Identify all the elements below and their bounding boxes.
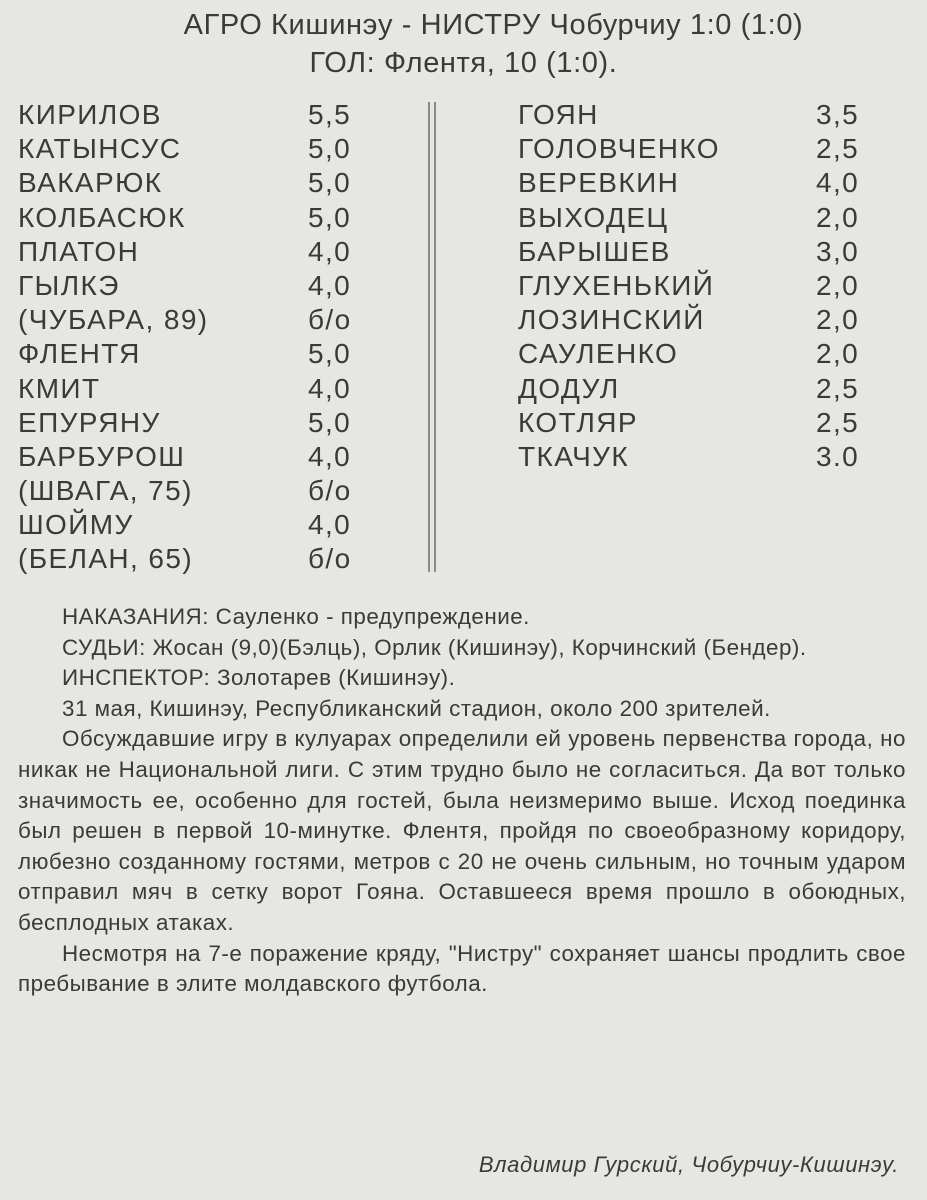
player-rating: 2,5	[816, 372, 860, 404]
player-row	[518, 440, 918, 474]
player-rating: 4,0	[308, 440, 352, 472]
player-name: КОТЛЯР	[518, 406, 638, 438]
player-name: КИРИЛОВ	[18, 99, 162, 130]
player-rating: 5,0	[308, 338, 352, 370]
player-row	[18, 508, 418, 542]
player-name: ГОЯН	[518, 99, 599, 130]
player-name: ТКАЧУК	[518, 440, 630, 472]
report-conclusion-paragraph: Несмотря на 7-е поражение кряду, "Нистру" сохраняет шансы продлить свое пребывание в элите молдавского футбола.	[18, 940, 906, 997]
player-row	[518, 98, 918, 132]
column-divider	[428, 102, 430, 572]
player-row	[518, 406, 918, 440]
player-rating: 4,0	[308, 269, 352, 301]
match-report	[18, 602, 906, 1000]
player-rating: 3,5	[816, 99, 860, 130]
player-rating: б/о	[308, 475, 352, 507]
report-body-paragraph: Обсуждавшие игру в кулуарах определили ей уровень первенства города, но никак не Национальной лиги. С этим трудно было не согласиться. Да вот только значимость ее, особенно для гостей, была неизмеримо выше. Исход поединка был решен в первой 10-минутке. Флентя, пройдя по своеобразному коридору, любезно созданному гостями, метров с 20 не очень сильным, но точным ударом отправил мяч в сетку ворот Гояна. Оставшееся время прошло в обоюдных, бесплодных атаках.	[18, 726, 906, 935]
away-team-roster	[518, 98, 918, 474]
player-row	[518, 337, 918, 371]
player-rating: б/о	[308, 304, 352, 336]
player-row	[18, 98, 418, 132]
player-row	[18, 542, 418, 576]
player-rating: 5,5	[308, 99, 352, 130]
referees-paragraph: СУДЬИ: Жосан (9,0)(Бэлць), Орлик (Кишинэу), Корчинский (Бендер).	[62, 634, 807, 660]
venue-paragraph: 31 мая, Кишинэу, Республиканский стадион, около 200 зрителей.	[62, 695, 771, 721]
player-rating: 5,0	[308, 167, 352, 199]
player-row	[518, 235, 918, 269]
player-rating: 2,0	[816, 304, 860, 336]
player-name: КМИТ	[18, 372, 101, 404]
player-name: (ЧУБАРА, 89)	[18, 304, 209, 336]
player-rating: 5,0	[308, 406, 352, 438]
player-rating: 2,0	[816, 338, 860, 370]
player-name: ЛОЗИНСКИЙ	[518, 304, 705, 336]
player-name: (БЕЛАН, 65)	[18, 543, 194, 575]
player-name: ЕПУРЯНУ	[18, 406, 161, 438]
inspector-paragraph: ИНСПЕКТОР: Золотарев (Кишинэу).	[62, 665, 456, 691]
player-rating: 5,0	[308, 133, 352, 165]
match-header	[0, 6, 927, 82]
player-name: КАТЫНСУС	[18, 133, 182, 165]
player-rating: 2,0	[816, 269, 860, 301]
player-row	[18, 406, 418, 440]
player-row	[18, 303, 418, 337]
goal-line: ГОЛ: Флентя, 10 (1:0).	[309, 47, 618, 79]
player-row	[518, 166, 918, 200]
player-rating: 3.0	[816, 440, 860, 472]
player-row	[518, 269, 918, 303]
player-row	[518, 201, 918, 235]
player-rating: 4,0	[816, 167, 860, 199]
player-row	[18, 269, 418, 303]
column-divider	[434, 102, 436, 572]
player-rating: б/о	[308, 543, 352, 575]
player-name: ФЛЕНТЯ	[18, 338, 141, 370]
player-row	[518, 372, 918, 406]
player-row	[518, 132, 918, 166]
player-rating: 4,0	[308, 509, 352, 541]
player-name: ВЕРЕВКИН	[518, 167, 680, 199]
player-rating: 4,0	[308, 372, 352, 404]
player-name: ДОДУЛ	[518, 372, 620, 404]
home-team-roster	[18, 98, 418, 577]
player-name: САУЛЕНКО	[518, 338, 679, 370]
player-row	[18, 372, 418, 406]
penalties-paragraph: НАКАЗАНИЯ: Сауленко - предупреждение.	[62, 604, 530, 629]
player-name: ВАКАРЮК	[18, 167, 163, 199]
player-rating: 2,5	[816, 406, 860, 438]
player-row	[18, 474, 418, 508]
player-rating: 2,0	[816, 201, 860, 233]
author-signature: Владимир Гурский, Чобурчиу-Кишинэу.	[478, 1152, 899, 1177]
match-result-title: АГРО Кишинэу - НИСТРУ Чобурчиу 1:0 (1:0)	[183, 9, 804, 41]
player-name: ВЫХОДЕЦ	[518, 201, 669, 233]
player-row	[518, 303, 918, 337]
player-name: ШОЙМУ	[18, 509, 134, 541]
player-rating: 2,5	[816, 133, 860, 165]
player-name: БАРБУРОШ	[18, 440, 186, 472]
player-row	[18, 337, 418, 371]
player-row	[18, 235, 418, 269]
player-name: ГОЛОВЧЕНКО	[518, 133, 720, 165]
player-name: БАРЫШЕВ	[518, 235, 671, 267]
player-name: (ШВАГА, 75)	[18, 475, 193, 507]
player-rating: 5,0	[308, 201, 352, 233]
player-row	[18, 132, 418, 166]
player-name: ГЛУХЕНЬКИЙ	[518, 269, 715, 301]
player-row	[18, 166, 418, 200]
player-row	[18, 440, 418, 474]
player-rating: 4,0	[308, 235, 352, 267]
player-name: ПЛАТОН	[18, 235, 140, 267]
player-rating: 3,0	[816, 235, 860, 267]
player-name: КОЛБАСЮК	[18, 201, 186, 233]
player-row	[18, 201, 418, 235]
player-name: ГЫЛКЭ	[18, 269, 120, 301]
